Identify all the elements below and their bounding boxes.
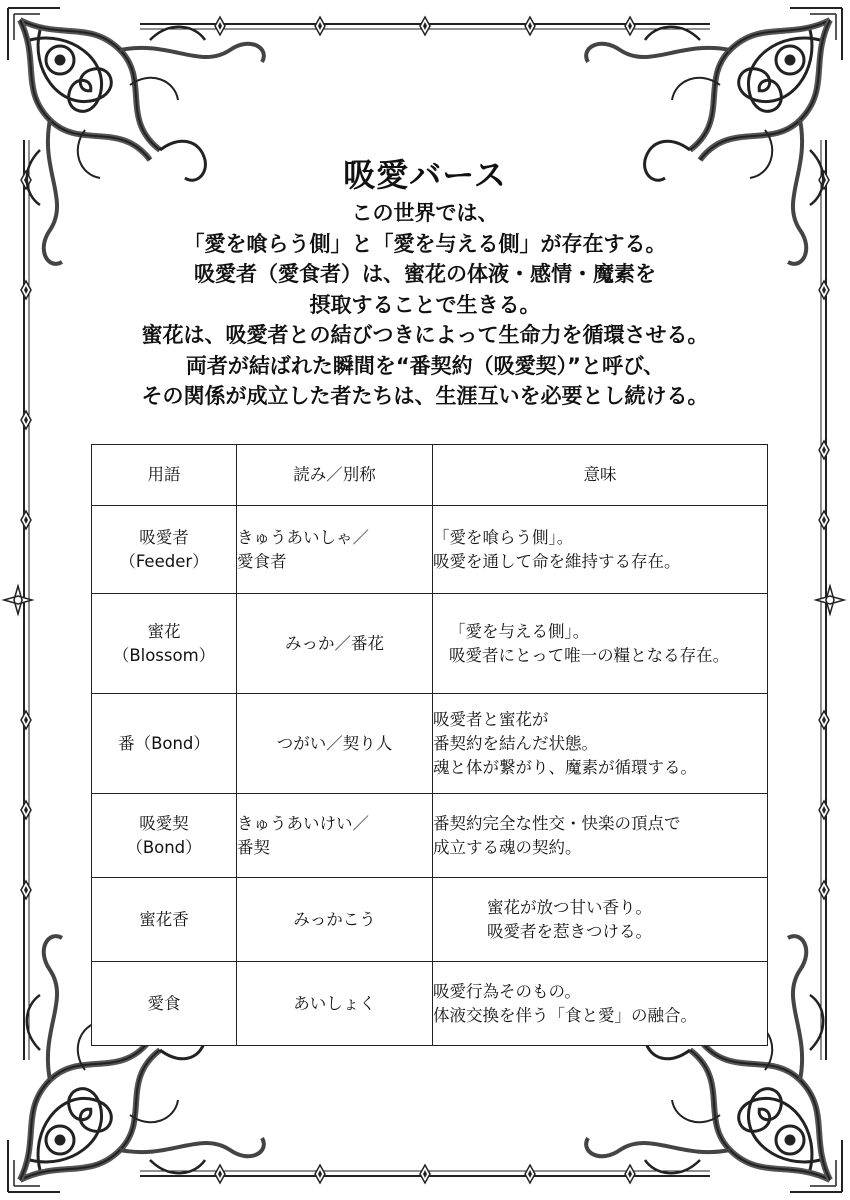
- term-cell: [92, 594, 237, 694]
- intro-line: その関係が成立した者たちは、生涯互いを必要とし続ける。: [141, 384, 709, 408]
- intro-line: 「愛を喰らう側」と「愛を与える側」が存在する。: [183, 231, 667, 256]
- term-text: 番（Bond）: [118, 733, 210, 753]
- reading-cell: [237, 962, 433, 1046]
- meaning-cell: [433, 878, 768, 962]
- meaning-text: 吸愛を通して命を維持する存在。: [433, 551, 681, 571]
- term-cell: [92, 878, 237, 962]
- reading-text: あいしょく: [293, 993, 376, 1013]
- reading-text: みっか／番花: [285, 633, 384, 653]
- meaning-cell: [433, 794, 768, 878]
- meaning-text: 「愛を喰らう側」。: [433, 527, 574, 547]
- term-text: 蜜花: [147, 621, 181, 641]
- intro-line: 摂取することで生きる。: [309, 292, 541, 317]
- intro-line: この世界では、: [351, 201, 499, 225]
- header-meaning: 意味: [433, 445, 768, 506]
- meaning-text: 吸愛者にとって唯一の糧となる存在。: [449, 645, 730, 665]
- table-row: [92, 594, 768, 694]
- meaning-text: 「愛を与える側」。: [449, 621, 590, 641]
- reading-text: 番契: [237, 837, 270, 857]
- meaning-text: 体液交換を伴う「食と愛」の融合。: [433, 1005, 697, 1025]
- term-cell: [92, 694, 237, 794]
- header-term: 用語: [92, 445, 237, 506]
- reading-text: きゅうあいしゃ／: [237, 527, 369, 547]
- reading-text: きゅうあいけい／: [237, 813, 369, 833]
- meaning-text: 番契約を結んだ状態。: [433, 733, 598, 753]
- meaning-cell: [433, 506, 768, 594]
- intro-text: [40, 198, 810, 412]
- meaning-text: 吸愛行為そのもの。: [433, 981, 581, 1001]
- term-text: （Bond）: [126, 837, 202, 857]
- term-text: （Blossom）: [112, 645, 216, 665]
- header-reading: 読み／別称: [237, 445, 433, 506]
- reading-cell: [237, 694, 433, 794]
- reading-cell: [237, 506, 433, 594]
- term-cell: [92, 962, 237, 1046]
- glossary-table: [91, 444, 768, 1046]
- meaning-text: 蜜花が放つ甘い香り。: [487, 897, 652, 917]
- table-row: [92, 962, 768, 1046]
- meaning-text: 成立する魂の契約。: [433, 837, 582, 857]
- table-row: [92, 506, 768, 594]
- term-cell: [92, 794, 237, 878]
- meaning-text: 吸愛者と蜜花が: [433, 709, 549, 729]
- reading-cell: [237, 594, 433, 694]
- meaning-cell: [433, 594, 768, 694]
- reading-text: みっかこう: [293, 909, 376, 929]
- table-row: [92, 794, 768, 878]
- term-text: （Feeder）: [119, 551, 209, 571]
- meaning-text: 番契約完全な性交・快楽の頂点で: [433, 813, 681, 833]
- reading-text: 愛食者: [237, 551, 287, 571]
- table-row: [92, 694, 768, 794]
- term-text: 吸愛契: [139, 813, 189, 833]
- meaning-text: 吸愛者を惹きつける。: [487, 921, 652, 941]
- term-cell: [92, 506, 237, 594]
- meaning-cell: [433, 962, 768, 1046]
- meaning-text: 魂と体が繋がり、魔素が循環する。: [433, 757, 697, 777]
- reading-cell: [237, 794, 433, 878]
- intro-line: 両者が結ばれた瞬間を“番契約（吸愛契）”と呼び、: [185, 353, 665, 378]
- term-text: 蜜花香: [139, 909, 189, 929]
- reading-cell: [237, 878, 433, 962]
- term-text: 愛食: [147, 993, 181, 1013]
- term-text: 吸愛者: [139, 527, 189, 547]
- reading-text: つがい／契り人: [276, 733, 393, 753]
- intro-line: 吸愛者（愛食者）は、蜜花の体液・感情・魔素を: [194, 262, 656, 286]
- table-row: [92, 878, 768, 962]
- page-title: 吸愛バース: [343, 156, 507, 194]
- meaning-cell: [433, 694, 768, 794]
- intro-line: 蜜花は、吸愛者との結びつきによって生命力を循環させる。: [141, 323, 709, 347]
- table-header-row: [92, 445, 768, 506]
